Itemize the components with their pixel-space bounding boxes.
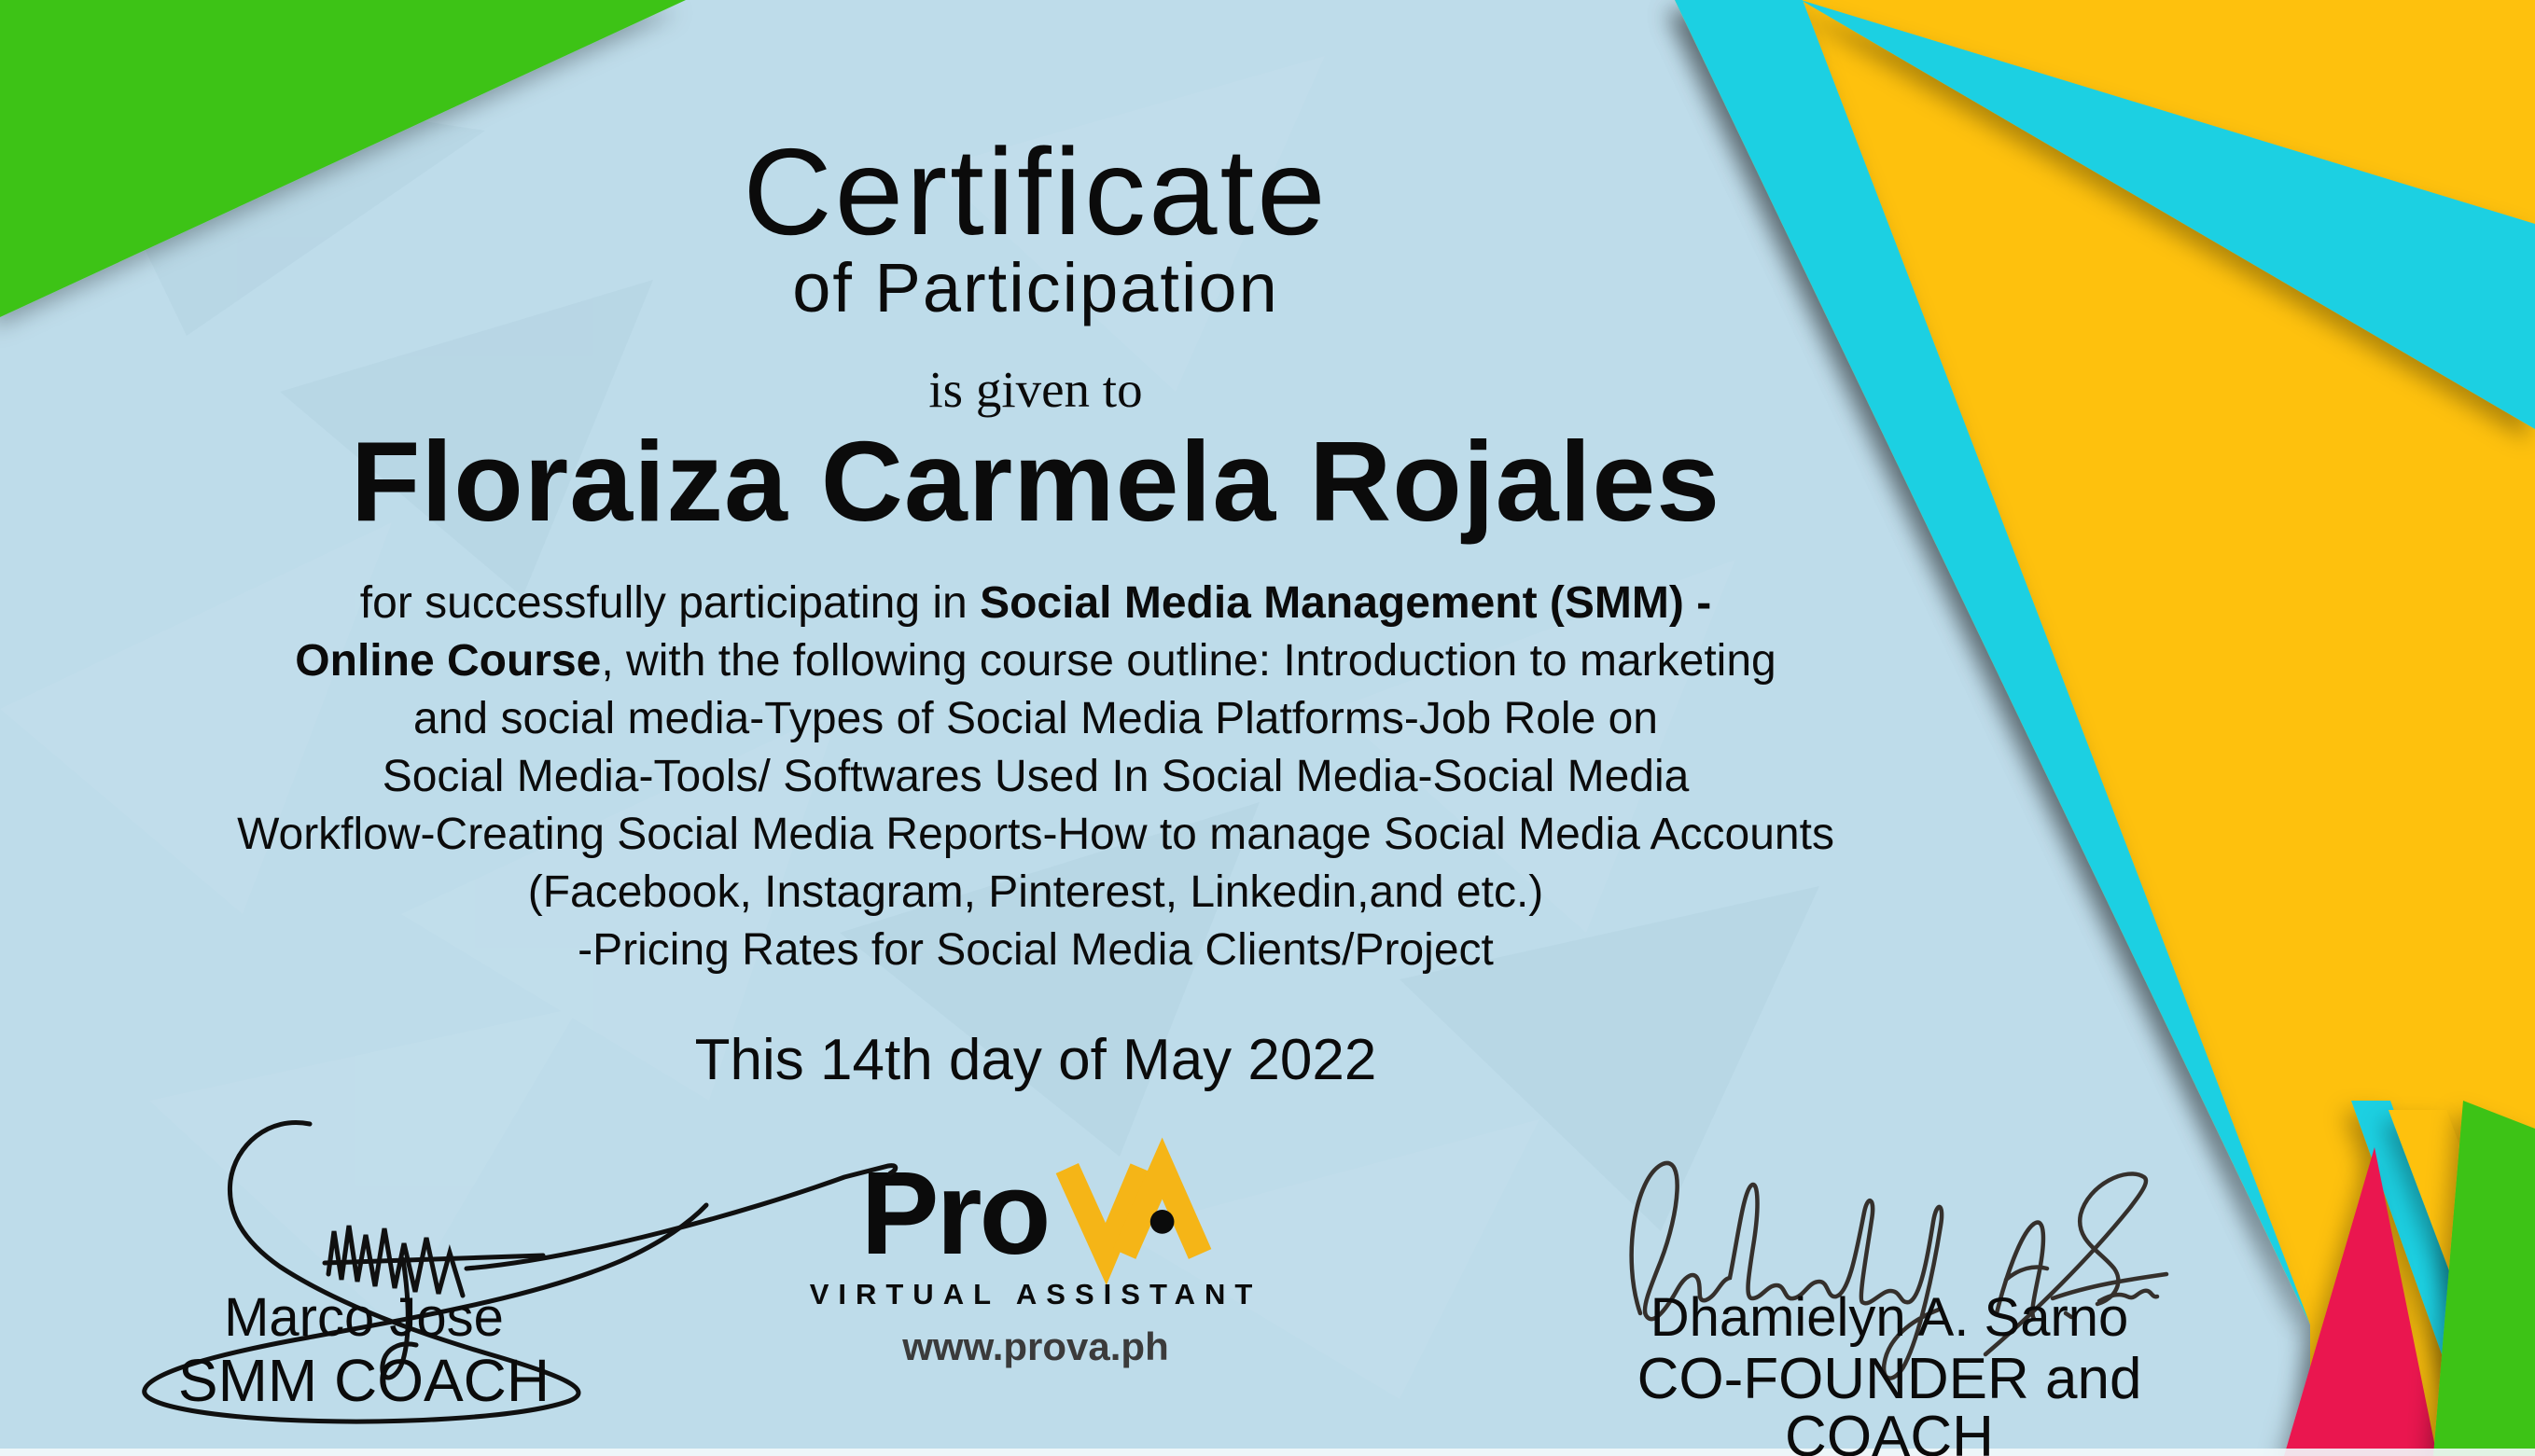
- presented-line: is given to: [928, 361, 1143, 418]
- body-line-3: and social media-Types of Social Media Platforms-Job Role on: [413, 694, 1658, 743]
- prova-pro-text: Pro: [860, 1147, 1049, 1279]
- certificate-subtitle: of Participation: [792, 249, 1279, 326]
- recipient-name: Floraiza Carmela Rojales: [350, 418, 1721, 545]
- signatory-left-role: SMM COACH: [177, 1347, 550, 1414]
- date-line: This 14th day of May 2022: [694, 1028, 1377, 1092]
- body-line-1: [0, 575, 2071, 632]
- body-line-2: [0, 632, 2071, 690]
- body-line-5: Workflow-Creating Social Media Reports-How to manage Social Media Accounts: [237, 810, 1834, 859]
- body-line-6: (Facebook, Instagram, Pinterest, Linkedin,and etc.): [527, 867, 1544, 917]
- prova-wordmark: [860, 1147, 1210, 1279]
- signatory-left-name: Marco Jose: [224, 1287, 504, 1348]
- body-line-1-bold: Social Media Management (SMM) -: [980, 578, 1712, 628]
- body-line-4: Social Media-Tools/ Softwares Used In Social Media-Social Media: [382, 752, 1690, 801]
- logo-website: www.prova.ph: [902, 1324, 1169, 1368]
- body-line-2-normal: , with the following course outline: Introduction to marketing: [601, 636, 1776, 686]
- body-line-2-bold: Online Course: [295, 636, 602, 686]
- course-description: [0, 575, 2071, 979]
- certificate-title: Certificate: [743, 123, 1329, 260]
- signatory-right-role: CO-FOUNDER and COACH: [1637, 1347, 2142, 1456]
- body-line-1-normal: for successfully participating in: [359, 578, 981, 628]
- signatory-right-name: Dhamielyn A. Sarno: [1650, 1287, 2129, 1348]
- va-dot: [1149, 1210, 1174, 1234]
- body-line-7: -Pricing Rates for Social Media Clients/Project: [578, 925, 1494, 975]
- logo-tagline: VIRTUAL ASSISTANT: [809, 1278, 1262, 1310]
- prova-va-monogram: [1054, 1164, 1211, 1259]
